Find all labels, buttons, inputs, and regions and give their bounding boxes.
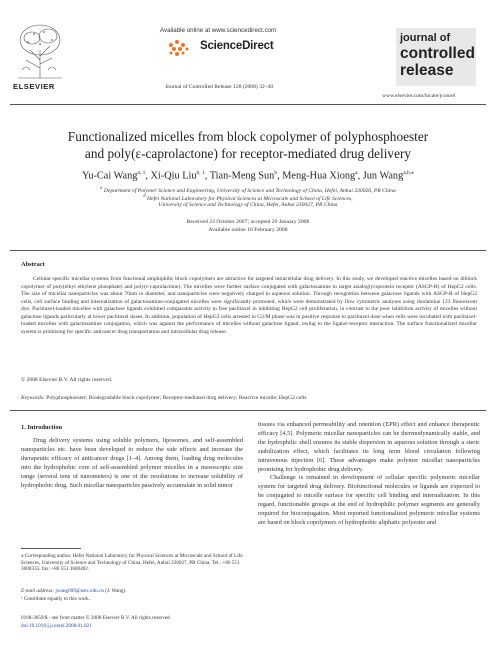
- affiliation-text: Hefei National Laboratory for Physical Sciences at Microscale and School of Life Sciences,: [147, 195, 353, 202]
- journal-logo-text: [400, 33, 475, 78]
- email-suffix: (J. Wang).: [105, 588, 127, 594]
- received-dates: Received 23 October 2007; accepted 29 January 2008: [186, 219, 310, 225]
- equal-contribution-note: ¹ Contribute equally to this work.: [21, 596, 90, 602]
- header-rule: [10, 104, 486, 105]
- affiliation-text: Department of Polymer Science and Engineering, University of Science and Technology of China, Hefei, Anhui 230026, PR China: [103, 187, 396, 194]
- affiliation-mark: b: [143, 194, 146, 199]
- author-name[interactable]: Meng-Hua Xiong: [282, 170, 356, 182]
- author-list: Yu-Cai Wang$^{a, 1}$, Xi-Qiu Liu$^{b, 1}$, Tian-Meng Sun$^b$, Meng-Hua Xiong$^a$, Jun Wang$^{a,b,⁎}$: [82, 170, 414, 182]
- journal-logo-line-2: controlled: [400, 45, 475, 62]
- elsevier-wordmark: ELSEVIER: [13, 82, 55, 91]
- author-name[interactable]: Xi-Qiu Liu: [150, 170, 197, 182]
- affiliation-b-line-1: [20, 194, 476, 202]
- email-label: E-mail address:: [21, 588, 55, 594]
- elsevier-tree-logo-icon: [12, 20, 68, 80]
- available-online-text: Available online at www.sciencedirect.com: [160, 27, 277, 34]
- affiliation-b-line-2: University of Science and Technology of China, Hefei, Anhui 230027, PR China: [158, 202, 338, 208]
- keywords-line: [21, 395, 306, 401]
- journal-logo-line-3: release: [400, 61, 454, 79]
- author-affiliation-mark: b: [274, 170, 278, 176]
- author-affiliation-mark: a: [355, 170, 358, 176]
- keywords-list: Polyphosphoester; Biodegradable block copolymer; Receptor-mediated drug delivery; Reactive micelle; HepG2 cells: [46, 395, 307, 401]
- footnote-rule: [21, 548, 81, 549]
- paragraph: Drug delivery systems using soluble polymers, liposomes, and self-assembled nanoparticles etc. have been developed to reduce the side effects and increase the therapeutic efficacy of anticancer drugs [1–4]. Among them, loading drug molecules into the hydrophobic core of self-assembled polymer micelles in a mesoscopic size range (several tens of nanometers) is one of the resolutions to increase solubility of hydrophobic drug. Such micellar nanoparticles passively accumulate in solid tumor: [21, 437, 243, 489]
- author-affiliation-mark: a,b,⁎: [403, 170, 414, 176]
- journal-logo-line-1: journal of: [400, 32, 451, 44]
- affiliation-a: [20, 186, 476, 194]
- journal-url[interactable]: www.elsevier.com/locate/jconrel: [382, 93, 456, 99]
- issn-line: 0168-3659/$ - see front matter © 2008 Elsevier B.V. All rights reserved.: [21, 615, 171, 621]
- paragraph: tissues via enhanced permeability and retention (EPR) effect and enhance therapeutic efficacy [4,5]. Polymeric micellar nanoparticles can be thermodynamically stable, and the hydrophilic shell ensures its stable dispersion in aqueous solution through a steric stabilization effect, which facilitates its long term blood circulation following intravenous injection [6]. These advantages make polymer micellar nanoparticles promising for hydrophobic drug delivery.: [258, 421, 480, 473]
- doi-link[interactable]: doi:10.1016/j.jconrel.2008.01.021: [21, 623, 92, 629]
- abstract-heading: Abstract: [21, 261, 45, 268]
- article-title-line-2: and poly(ε-caprolactone) for receptor-mediated drug delivery: [84, 146, 412, 161]
- author-affiliation-mark: a, 1: [137, 170, 146, 176]
- article-title-line-1: Functionalized micelles from block copolymer of polyphosphoester: [67, 129, 429, 144]
- article-title: [20, 128, 476, 162]
- paragraph: Challenge is remained in development of cellular specific polymeric micellar system for targeted drug delivery. Biofunctional molecules or ligands are expected to be conjugated to micelle surface for specific cell binding and internalization. In this regard, functionable groups at the end of hydrophilic polymer segments are generally required for bioconjugation. Most reported functionalized polymeric micellar systems are based on block copolymers of hydrophobic aliphatic polyester and: [258, 474, 480, 526]
- right-column: [258, 421, 480, 528]
- section-heading-introduction: 1. Introduction: [21, 424, 63, 431]
- author-affiliation-mark: b, 1: [196, 170, 205, 176]
- abstract-top-rule: [10, 250, 486, 251]
- abstract-bottom-rule: [10, 410, 486, 411]
- sciencedirect-wordmark: ScienceDirect: [200, 40, 274, 52]
- author-name[interactable]: Yu-Cai Wang: [82, 170, 138, 182]
- email-note: [21, 588, 243, 595]
- author-name[interactable]: Tian-Meng Sun: [209, 170, 275, 182]
- abstract-text: Cellular specific micellar systems from functional amphiphilic block copolymers are attractive for targeted intracellular drug delivery. In this study, we developed reactive micelles based on diblock copolymer of poly(ethyl ethylene phosphate) and poly(ε-caprolactone). The micelles were further surface conjugated with galactosamine to target asialoglycoprotein receptor (ASGP-R) of HepG2 cells. The size of micellar nanoparticles was about 70nm in diameter, and nanoparticles were negatively charged in aqueous solution. Through recognition between galactose ligands with ASGP-R of HepG2 cells, cell surface binding and internalization of galactosamine-conjugated micelles were significantly promoted, which were demonstrated by flow cytometric analyses using rhodamine 123 fluorescent dye. Paclitaxel-loaded micelles with galactose ligands exhibited comparable activity to free paclitaxel in inhibiting HepG2 cell proliferation, in contrast to the poor inhibition activity of micelles without galactose ligands particularly at lower paclitaxel doses. In addition, population of HepG2 cells arrested in G2/M phase was in positive response to paclitaxel dose when cells were incubated with paclitaxel-loaded micelles with galactosamine conjugation, which was against the performance of micelles without galactose ligand, owing to the ligand–receptor interaction. The surface functionalized micellar system is promising for specific anticancer drug transportation and intracellular drug release.: [21, 276, 477, 335]
- keywords-label: Keywords:: [21, 395, 45, 401]
- author-name[interactable]: Jun Wang: [362, 170, 404, 182]
- corresponding-author-note: ⁎ Corresponding author. Hefei National Laboratory for Physical Sciences at Microscale and School of Life Sciences, University of Science and Technology of China, Hefei, Anhui 230027, PR China. Tel.: +86 551 3600335; fax: +86 551 3600402.: [21, 553, 243, 573]
- copyright-notice: © 2008 Elsevier B.V. All rights reserved.: [21, 377, 113, 383]
- journal-citation: Journal of Controlled Release 128 (2008) 32–40: [165, 84, 274, 90]
- left-column: [21, 437, 243, 490]
- available-date: Available online 16 February 2008: [208, 227, 288, 233]
- affiliation-mark: a: [100, 186, 103, 191]
- email-link[interactable]: jwang699@ustc.edu.cn: [55, 588, 104, 594]
